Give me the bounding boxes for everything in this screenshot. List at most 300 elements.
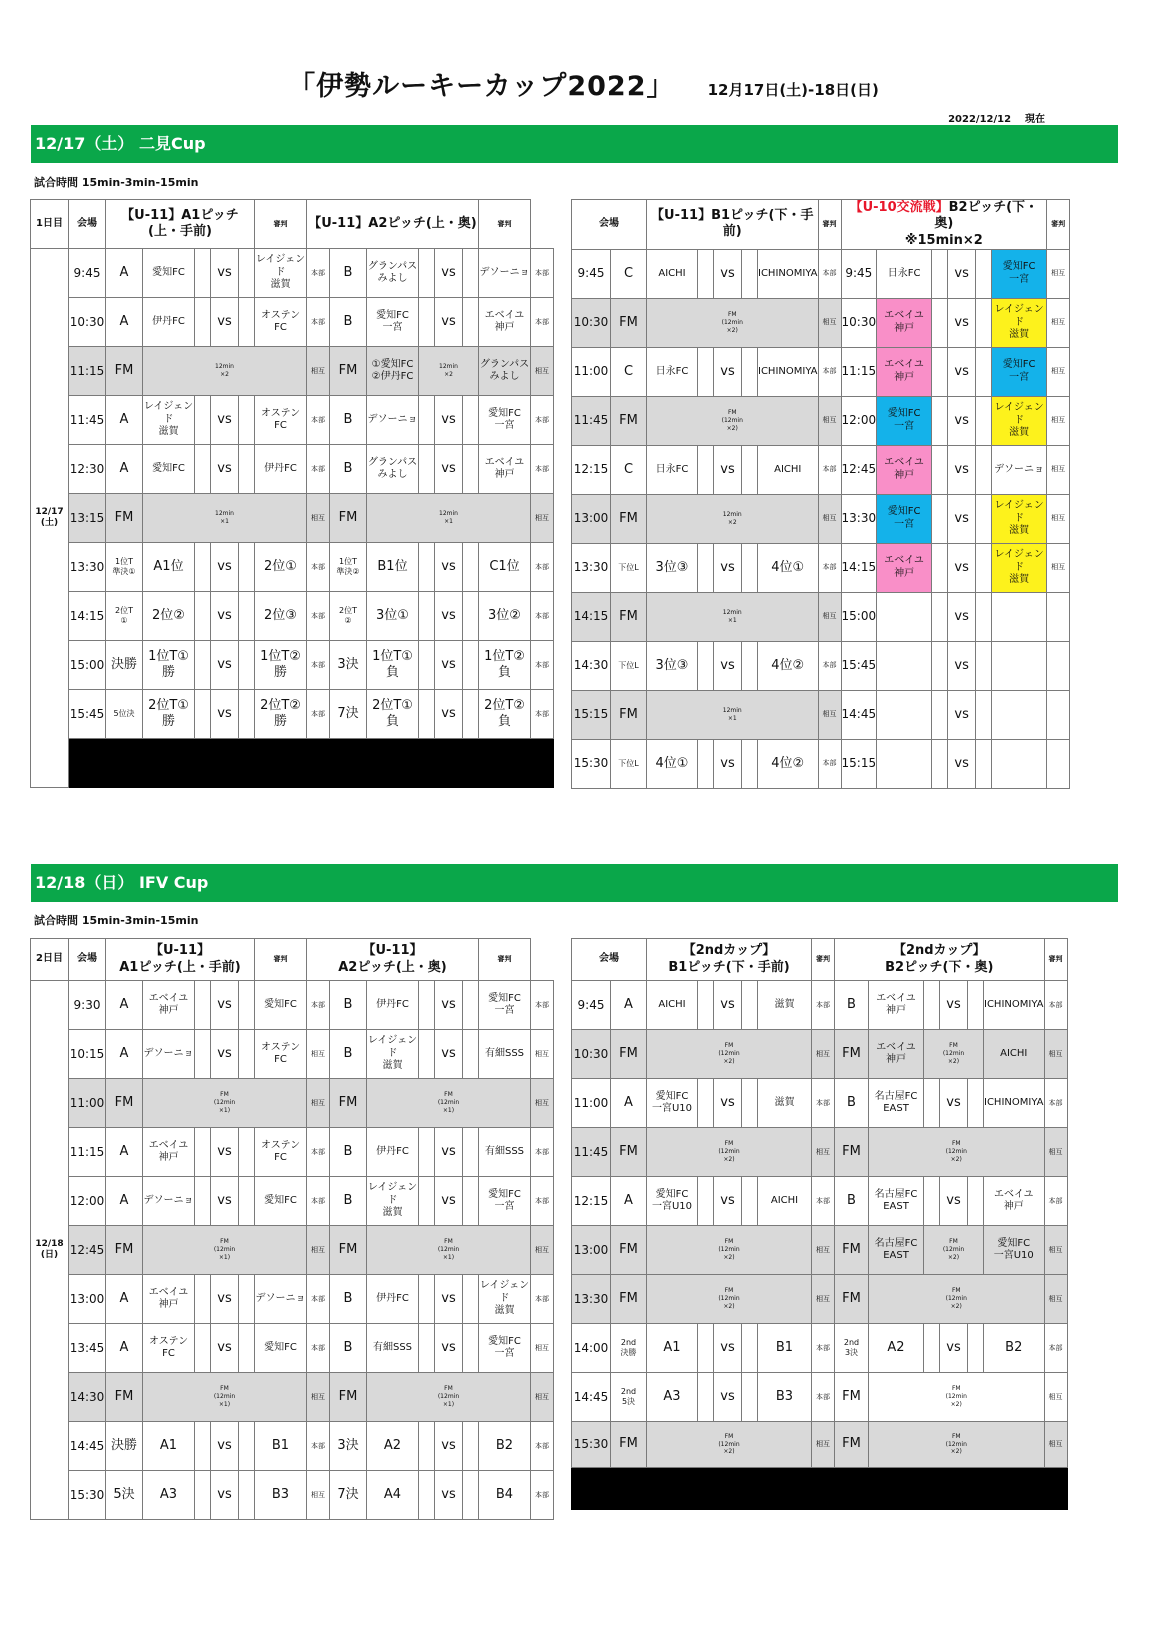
b1-team-away: ICHINOMIYA <box>758 347 819 396</box>
a2-team-away: 2位T② 負 <box>479 690 531 739</box>
b2-team-home <box>877 592 932 641</box>
day2-a-pitches-table <box>30 938 554 1520</box>
b2-spacer <box>976 739 992 788</box>
a1-venue: FM <box>106 347 143 396</box>
pitch-b2-header: 【U-10交流戦】B2ピッチ(下・奥) ※15min×2 <box>841 200 1047 250</box>
a1-venue: 5位決 <box>106 690 143 739</box>
a2-referee: 相互 <box>531 1373 554 1422</box>
b2-referee: 相互 <box>1047 396 1070 445</box>
b2-team-away: AICHI <box>984 1030 1045 1079</box>
match-time: 12:30 <box>69 445 106 494</box>
match-time: 14:30 <box>69 1373 106 1422</box>
a1-vs-label: vs <box>211 543 239 592</box>
b2-referee: 本部 <box>1044 1324 1067 1373</box>
a2-team-home: 伊丹FC <box>367 981 419 1030</box>
b2-team-away: ICHINOMIYA <box>984 1079 1045 1128</box>
a1-team-home: デソーニョ <box>143 1177 195 1226</box>
b2-spacer <box>924 1079 940 1128</box>
a2-referee: 本部 <box>531 396 554 445</box>
match-time: 13:15 <box>69 494 106 543</box>
a1-team-away: 愛知FC <box>255 1177 307 1226</box>
b2-match-time: 14:15 <box>841 543 877 592</box>
a1-team-home: 2位② <box>143 592 195 641</box>
b2-vs-label: vs <box>948 347 976 396</box>
b1-spacer <box>742 1373 758 1422</box>
a1-spacer <box>239 543 255 592</box>
b2-team-away: エベイユ 神戸 <box>984 1177 1045 1226</box>
match-row <box>572 249 1070 298</box>
b1-spacer <box>742 347 758 396</box>
a2-team-home: 2位T① 負 <box>367 690 419 739</box>
a1-venue: A <box>106 1324 143 1373</box>
a2-referee: 相互 <box>531 1226 554 1275</box>
a2-referee: 本部 <box>531 1177 554 1226</box>
b2-vs-label: vs <box>948 739 976 788</box>
a1-spacer <box>239 592 255 641</box>
b1-team-home: A3 <box>647 1373 698 1422</box>
b2-venue: FM <box>835 1373 869 1422</box>
a2-spacer <box>463 249 479 298</box>
b2-team-home: エベイユ 神戸 <box>869 981 924 1030</box>
b1-venue: FM <box>611 1226 647 1275</box>
b2-spacer <box>932 396 948 445</box>
b1-referee: 本部 <box>818 739 841 788</box>
a2-team-away: 3位② <box>479 592 531 641</box>
b2-team-away: B2 <box>984 1324 1045 1373</box>
a1-referee: 本部 <box>307 445 330 494</box>
a2-team-away: 愛知FC 一宮 <box>479 981 531 1030</box>
b2-match-time: 10:30 <box>841 298 877 347</box>
match-row <box>572 739 1070 788</box>
b1-vs-label: vs <box>714 249 742 298</box>
match-row <box>31 347 554 396</box>
match-time: 10:30 <box>572 1030 611 1079</box>
a2-spacer <box>419 1177 435 1226</box>
b1-fm-note: 12min ×1 <box>647 690 819 739</box>
b2-referee: 相互 <box>1044 1422 1067 1468</box>
b1-vs-label: vs <box>714 347 742 396</box>
match-time: 13:30 <box>572 543 611 592</box>
a1-venue: A <box>106 981 143 1030</box>
a1-team-home: 伊丹FC <box>143 298 195 347</box>
a2-venue: B <box>330 1128 367 1177</box>
a2-team-home: A4 <box>367 1471 419 1520</box>
a2-team-home: グランパス みよし <box>367 249 419 298</box>
a1-vs-label: vs <box>211 690 239 739</box>
a2-venue: 3決 <box>330 641 367 690</box>
blank-row <box>572 1468 1068 1510</box>
a2-referee: 相互 <box>531 347 554 396</box>
match-row <box>572 1275 1068 1324</box>
a2-spacer <box>463 1030 479 1079</box>
a2-venue: 1位T 準決② <box>330 543 367 592</box>
b1-spacer <box>742 1324 758 1373</box>
a1-venue: A <box>106 1275 143 1324</box>
a1-spacer <box>195 1324 211 1373</box>
b2-spacer <box>976 592 992 641</box>
a2-team-home: 愛知FC 一宮 <box>367 298 419 347</box>
a2-spacer <box>419 396 435 445</box>
a2-spacer <box>419 1128 435 1177</box>
a2-team-home: グランパス みよし <box>367 445 419 494</box>
a2-spacer <box>463 981 479 1030</box>
a2-team-away: 愛知FC 一宮 <box>479 1324 531 1373</box>
a2-vs-label: vs <box>435 641 463 690</box>
a1-vs-label: vs <box>211 1177 239 1226</box>
b1-spacer <box>698 981 714 1030</box>
b2-team-home: A2 <box>869 1324 924 1373</box>
a1-team-away: デソーニョ <box>255 1275 307 1324</box>
venue-header: 会場 <box>572 200 647 250</box>
b1-vs-label: vs <box>714 641 742 690</box>
a1-team-away: オステンFC <box>255 1128 307 1177</box>
b1-team-away: 滋賀 <box>758 1079 812 1128</box>
a2-venue: 7決 <box>330 690 367 739</box>
a2-team-away: B2 <box>479 1422 531 1471</box>
a2-referee: 本部 <box>531 1471 554 1520</box>
a1-venue: A <box>106 396 143 445</box>
a1-team-away: 愛知FC <box>255 1324 307 1373</box>
a2-referee: 相互 <box>531 1030 554 1079</box>
pitch-a2-header: 【U-11】A2ピッチ(上・奥) <box>307 200 479 249</box>
b1-venue: C <box>611 249 647 298</box>
b2-fm-note: FM (12min ×2) <box>869 1275 1045 1324</box>
a2-referee: 本部 <box>531 1422 554 1471</box>
b1-team-home: 愛知FC 一宮U10 <box>647 1079 698 1128</box>
a2-vs-label: vs <box>435 396 463 445</box>
tournament-dates: 12月17日(土)-18日(日) <box>707 81 879 99</box>
b2-spacer <box>976 690 992 739</box>
a2-venue: FM <box>330 1373 367 1422</box>
b1-venue: FM <box>611 494 647 543</box>
a1-spacer <box>195 641 211 690</box>
a1-venue: 5決 <box>106 1471 143 1520</box>
a2-team-away: エベイユ 神戸 <box>479 298 531 347</box>
a2-spacer <box>463 1275 479 1324</box>
a1-team-home: 愛知FC <box>143 445 195 494</box>
day1-a-pitches-table <box>30 199 554 788</box>
a1-team-home: エベイユ 神戸 <box>143 1128 195 1177</box>
match-row <box>572 1324 1068 1373</box>
a2-spacer <box>463 1324 479 1373</box>
a2-spacer <box>463 1422 479 1471</box>
a1-team-away: 伊丹FC <box>255 445 307 494</box>
a1-vs-label: vs <box>211 1030 239 1079</box>
black-filler <box>69 739 554 788</box>
a1-venue: FM <box>106 494 143 543</box>
a1-referee: 相互 <box>307 1079 330 1128</box>
a2-vs-label: vs <box>435 690 463 739</box>
b2-match-time: 12:00 <box>841 396 877 445</box>
match-time: 10:30 <box>572 298 611 347</box>
a2-spacer <box>419 1275 435 1324</box>
b2-fm-note: FM (12min ×2) <box>869 1373 1045 1422</box>
b1-venue: FM <box>611 298 647 347</box>
day2-right-table <box>571 938 1068 1510</box>
b2-vs-label: vs <box>948 396 976 445</box>
b1-team-away: B1 <box>758 1324 812 1373</box>
a1-referee: 相互 <box>307 1030 330 1079</box>
match-time: 15:00 <box>69 641 106 690</box>
b2-team-away: デソーニョ <box>992 445 1047 494</box>
b1-team-home: 4位① <box>647 739 698 788</box>
header-row <box>31 200 554 249</box>
a2-team-home: ①愛知FC ②伊丹FC <box>367 347 419 396</box>
b2-team-away: 愛知FC 一宮 <box>992 347 1047 396</box>
a1-spacer <box>195 396 211 445</box>
a1-referee: 本部 <box>307 1324 330 1373</box>
match-row <box>572 347 1070 396</box>
a2-team-home: A2 <box>367 1422 419 1471</box>
a1-team-home: レイジェンド 滋賀 <box>143 396 195 445</box>
b2-referee: 相互 <box>1047 249 1070 298</box>
a2-vs-label: vs <box>435 1471 463 1520</box>
b1-referee: 本部 <box>812 1324 835 1373</box>
match-row <box>31 1030 554 1079</box>
a2-referee: 本部 <box>531 690 554 739</box>
match-row <box>31 1226 554 1275</box>
a1-spacer <box>239 981 255 1030</box>
a1-spacer <box>195 1471 211 1520</box>
a1-venue: FM <box>106 1373 143 1422</box>
match-time: 9:45 <box>69 249 106 298</box>
b2-spacer <box>968 1079 984 1128</box>
b1-vs-label: vs <box>714 445 742 494</box>
a2-spacer <box>463 445 479 494</box>
b1-referee: 本部 <box>818 249 841 298</box>
b1-spacer <box>698 1324 714 1373</box>
a1-referee: 相互 <box>307 494 330 543</box>
b2-fm-note: FM (12min ×2) <box>869 1422 1045 1468</box>
a2-spacer <box>463 298 479 347</box>
match-time: 12:00 <box>69 1177 106 1226</box>
b1-referee: 本部 <box>818 641 841 690</box>
referee-header: 審判 <box>1044 939 1067 981</box>
a1-team-home: 2位T① 勝 <box>143 690 195 739</box>
a2-referee: 本部 <box>531 298 554 347</box>
a1-team-home: A1位 <box>143 543 195 592</box>
b1-spacer <box>698 1177 714 1226</box>
b2-match-time: 14:45 <box>841 690 877 739</box>
a1-vs-label: vs <box>211 1471 239 1520</box>
b2-match-time: 11:15 <box>841 347 877 396</box>
b1-referee: 本部 <box>812 1079 835 1128</box>
a2-vs-label: vs <box>435 1030 463 1079</box>
a2-spacer <box>419 690 435 739</box>
a2-team-home: B1位 <box>367 543 419 592</box>
pitch-a1-header: 【U-11】 A1ピッチ(上・手前) <box>106 939 255 981</box>
a2-venue: B <box>330 981 367 1030</box>
b2-spacer <box>932 690 948 739</box>
b2-referee: 相互 <box>1044 1030 1067 1079</box>
b2-spacer <box>976 298 992 347</box>
b2-spacer <box>932 347 948 396</box>
a1-vs-label: vs <box>211 592 239 641</box>
b1-vs-label: vs <box>714 981 742 1030</box>
day1-match-time: 試合時間 15min-3min-15min <box>34 176 199 189</box>
a1-spacer <box>239 641 255 690</box>
day1-right-table <box>571 199 1070 789</box>
a1-spacer <box>195 298 211 347</box>
b1-fm-note: FM (12min ×2) <box>647 1030 812 1079</box>
a1-venue: 2位T ① <box>106 592 143 641</box>
match-time: 14:30 <box>572 641 611 690</box>
match-time: 14:15 <box>572 592 611 641</box>
a2-team-home: 1位T① 負 <box>367 641 419 690</box>
a1-team-home: オステンFC <box>143 1324 195 1373</box>
a1-venue: A <box>106 298 143 347</box>
match-time: 11:45 <box>572 396 611 445</box>
a2-vs-label: vs <box>435 298 463 347</box>
a2-team-home: 伊丹FC <box>367 1275 419 1324</box>
match-time: 11:00 <box>572 1079 611 1128</box>
b2-vs-label: vs <box>940 1177 968 1226</box>
b2-referee <box>1047 592 1070 641</box>
b2-referee: 相互 <box>1044 1128 1067 1177</box>
pitch-b2-header: 【2ndカップ】 B2ピッチ(下・奥) <box>835 939 1045 981</box>
b2-team-home <box>877 641 932 690</box>
b1-referee: 相互 <box>812 1422 835 1468</box>
match-row <box>31 249 554 298</box>
b2-team-away: レイジェンド 滋賀 <box>992 494 1047 543</box>
b1-vs-label: vs <box>714 1177 742 1226</box>
b1-fm-note: FM (12min ×2) <box>647 1275 812 1324</box>
a1-team-away: オステンFC <box>255 298 307 347</box>
a2-team-away: レイジェンド 滋賀 <box>479 1275 531 1324</box>
b1-fm-note: FM (12min ×2) <box>647 1128 812 1177</box>
b2-team-home: エベイユ 神戸 <box>869 1030 924 1079</box>
a1-referee: 相互 <box>307 1471 330 1520</box>
match-time: 13:00 <box>572 494 611 543</box>
b1-spacer <box>742 1177 758 1226</box>
a2-referee: 本部 <box>531 981 554 1030</box>
match-time: 11:15 <box>69 347 106 396</box>
a2-referee: 本部 <box>531 249 554 298</box>
b1-spacer <box>742 249 758 298</box>
b2-spacer <box>924 1177 940 1226</box>
match-row <box>572 1030 1068 1079</box>
b2-vs-label: vs <box>948 249 976 298</box>
b1-spacer <box>742 445 758 494</box>
b1-referee: 相互 <box>818 690 841 739</box>
match-time: 15:30 <box>572 739 611 788</box>
b2-spacer <box>968 1324 984 1373</box>
b1-referee: 相互 <box>812 1275 835 1324</box>
a2-referee: 相互 <box>531 1079 554 1128</box>
tournament-title: 「伊勢ルーキーカップ2022」 <box>288 71 675 102</box>
a2-spacer <box>463 690 479 739</box>
a1-venue: A <box>106 1128 143 1177</box>
pitch-a2-header: 【U-11】 A2ピッチ(上・奥) <box>307 939 479 981</box>
match-time: 15:30 <box>69 1471 106 1520</box>
match-time: 12:15 <box>572 1177 611 1226</box>
a1-referee: 本部 <box>307 543 330 592</box>
a1-team-away: 2位③ <box>255 592 307 641</box>
a1-fm-note: FM (12min ×1) <box>143 1226 307 1275</box>
match-row <box>31 641 554 690</box>
b2-venue: 2nd 3決 <box>835 1324 869 1373</box>
a1-referee: 相互 <box>307 347 330 396</box>
b2-spacer <box>968 981 984 1030</box>
b1-spacer <box>698 347 714 396</box>
a2-team-away: 愛知FC 一宮 <box>479 1177 531 1226</box>
a1-fm-note: 12min ×1 <box>143 494 307 543</box>
b2-team-home: 愛知FC 一宮 <box>877 494 932 543</box>
match-time: 11:45 <box>572 1128 611 1177</box>
match-time: 12:45 <box>69 1226 106 1275</box>
match-time: 10:30 <box>69 298 106 347</box>
a2-vs-label: vs <box>435 1422 463 1471</box>
b2-vs-label: vs <box>948 494 976 543</box>
venue-header: 会場 <box>572 939 647 981</box>
a1-team-home: A3 <box>143 1471 195 1520</box>
match-time: 13:30 <box>69 543 106 592</box>
a1-spacer <box>195 249 211 298</box>
referee-header: 審判 <box>255 939 307 981</box>
a1-team-away: 愛知FC <box>255 981 307 1030</box>
b2-spacer <box>976 494 992 543</box>
day-date-cell: 12/18 (日) <box>31 981 69 1520</box>
b2-referee: 相互 <box>1047 298 1070 347</box>
a2-vs-label: vs <box>435 445 463 494</box>
a1-vs-label: vs <box>211 1128 239 1177</box>
b2-spacer <box>924 1324 940 1373</box>
b2-vs-label: vs <box>940 1324 968 1373</box>
pitch-b1-header: 【2ndカップ】 B1ピッチ(下・手前) <box>647 939 812 981</box>
a2-vs-label: vs <box>435 1275 463 1324</box>
a2-venue: B <box>330 1275 367 1324</box>
a2-fm-note: FM (12min ×1) <box>367 1373 531 1422</box>
referee-header: 審判 <box>479 200 531 249</box>
a1-spacer <box>195 543 211 592</box>
a2-referee: 相互 <box>531 1324 554 1373</box>
b1-team-home: 3位③ <box>647 641 698 690</box>
a2-team-home: レイジェンド 滋賀 <box>367 1177 419 1226</box>
b1-spacer <box>698 249 714 298</box>
header-row <box>572 939 1068 981</box>
b1-spacer <box>742 641 758 690</box>
a1-referee: 本部 <box>307 1128 330 1177</box>
b2-spacer <box>976 641 992 690</box>
match-row <box>572 641 1070 690</box>
b2-match-time: 15:45 <box>841 641 877 690</box>
a1-team-away: B1 <box>255 1422 307 1471</box>
match-time: 15:45 <box>69 690 106 739</box>
a2-spacer <box>463 396 479 445</box>
a1-vs-label: vs <box>211 249 239 298</box>
match-row <box>31 396 554 445</box>
b1-fm-note: FM (12min ×2) <box>647 1422 812 1468</box>
b2-team-away <box>992 592 1047 641</box>
b2-team-away: 愛知FC 一宮U10 <box>984 1226 1045 1275</box>
a1-spacer <box>195 1422 211 1471</box>
b2-vs-label: vs <box>948 690 976 739</box>
a2-vs-label: vs <box>435 543 463 592</box>
b1-team-home: 日永FC <box>647 347 698 396</box>
day1-section-band: 12/17（土） 二見Cup <box>31 125 1118 163</box>
match-row <box>31 592 554 641</box>
a1-spacer <box>239 1422 255 1471</box>
match-row <box>31 1079 554 1128</box>
b1-team-away: AICHI <box>758 1177 812 1226</box>
header-row <box>572 200 1070 250</box>
day-label: 1日目 <box>31 200 69 249</box>
b1-referee: 本部 <box>812 981 835 1030</box>
a1-spacer <box>239 1324 255 1373</box>
b1-team-home: 愛知FC 一宮U10 <box>647 1177 698 1226</box>
a2-fm-note: FM (12min ×1) <box>367 1226 531 1275</box>
b1-fm-note: FM (12min ×2) <box>647 298 819 347</box>
